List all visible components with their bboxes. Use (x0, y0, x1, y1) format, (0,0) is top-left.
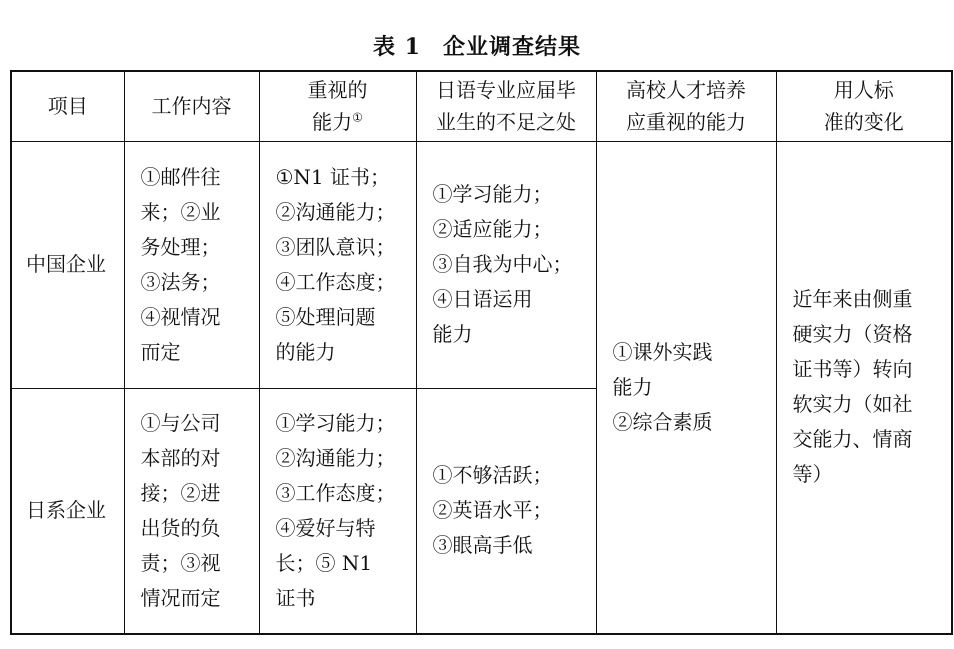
valued-ability-cell: ①N1 证书； ②沟通能力； ③团队意识； ④工作态度； ⑤处理问题 的能力 (259, 141, 416, 388)
table-title (0, 30, 954, 61)
header-college: 高校人才培养 应重视的能力 (596, 71, 776, 141)
table-number: 表 1 (373, 34, 421, 60)
header-work: 工作内容 (124, 71, 259, 141)
row-label-chinese: 中国企业 (11, 141, 124, 388)
header-ability: 重视的 能力① (259, 71, 416, 141)
weakness-cell: ①不够活跃； ②英语水平； ③眼高手低 (416, 388, 596, 634)
weakness-cell: ①学习能力； ②适应能力； ③自我为中心； ④日语运用 能力 (416, 141, 596, 388)
work-content-cell: ①与公司 本部的对 接；②进 出货的负 责；③视 情况而定 (124, 388, 259, 634)
table-caption: 企业调查结果 (442, 34, 581, 60)
work-content-cell: ①邮件往 来；②业 务处理； ③法务； ④视情况 而定 (124, 141, 259, 388)
footnote-marker: ① (352, 110, 363, 125)
college-ability-cell: ①课外实践 能力 ②综合素质 (596, 141, 776, 634)
header-weakness: 日语专业应届毕 业生的不足之处 (416, 71, 596, 141)
header-row (11, 71, 952, 141)
valued-ability-cell: ①学习能力； ②沟通能力； ③工作态度； ④爱好与特 长；⑤ N1 证书 (259, 388, 416, 634)
header-standard: 用人标 准的变化 (776, 71, 952, 141)
header-item: 项目 (11, 71, 124, 141)
table-row (11, 141, 952, 388)
standard-change-cell: 近年来由侧重 硬实力（资格 证书等）转向 软实力（如社 交能力、情商 等） (776, 141, 952, 634)
survey-table (10, 70, 953, 635)
row-label-japanese: 日系企业 (11, 388, 124, 634)
